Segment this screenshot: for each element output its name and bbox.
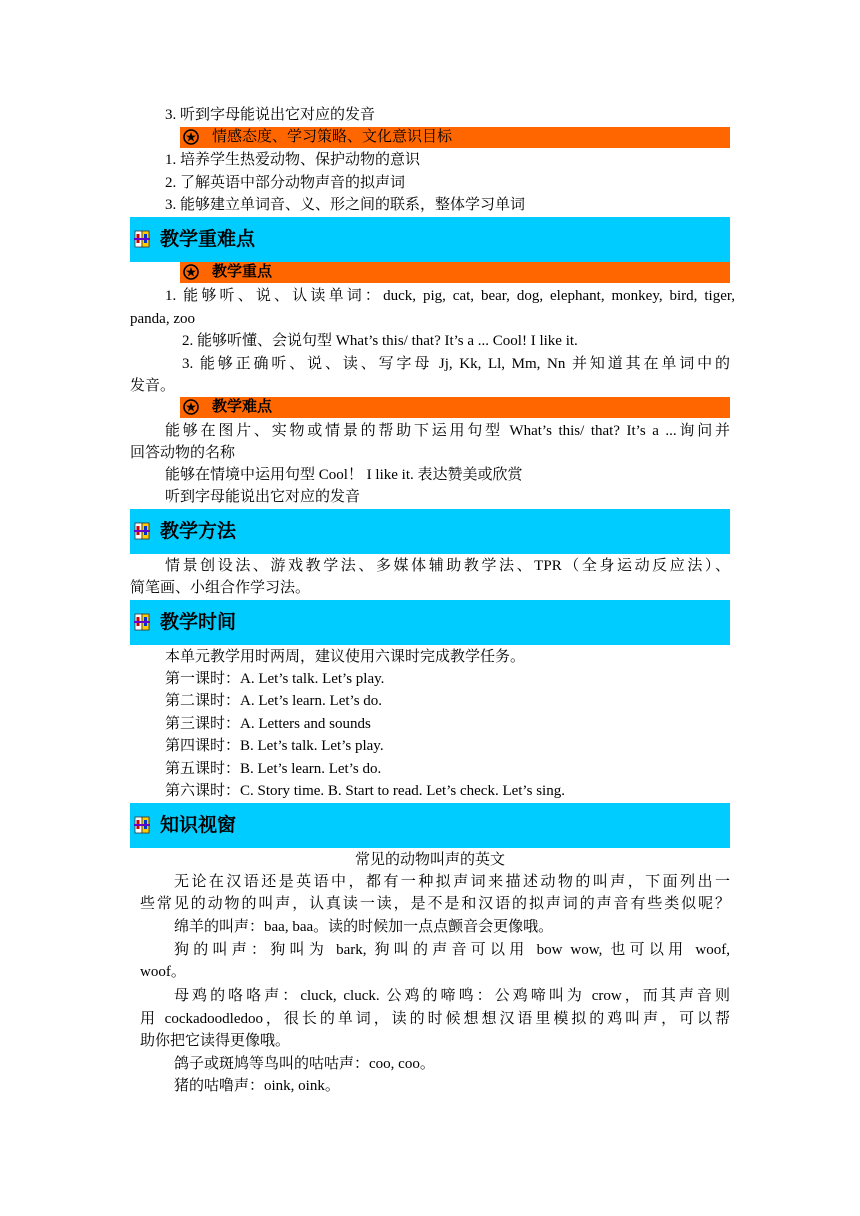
knowledge-p4-line-3: 助你把它读得更像哦。: [140, 1033, 291, 1049]
methods-heading-bar: [130, 509, 730, 554]
time-heading: 教学时间: [160, 611, 237, 633]
methods-line-2: 简笔画、小组合作学习法。: [130, 580, 311, 596]
lesson-4: 第四课时：B. Let’s talk. Let’s play.: [165, 738, 384, 754]
methods-line-1: 情景创设法、游戏教学法、多媒体辅助教学法、TPR（全身运动反应法）、: [165, 558, 730, 574]
focus-item-1-line-1: 1. 能够听、说、认读单词：duck, pig, cat, bear, dog, elephant, monkey, bird, tiger,: [165, 288, 735, 304]
key-points-heading-bar: [130, 217, 730, 262]
lesson-1: 第一课时：A. Let’s talk. Let’s play.: [165, 671, 385, 687]
book-flag-icon: [133, 522, 151, 540]
teaching-focus-bar: [180, 262, 730, 283]
knowledge-p6: 猪的咕噜声：oink, oink。: [174, 1078, 340, 1094]
knowledge-p4-line-1: 母鸡的咯咯声：cluck, cluck. 公鸡的啼鸣：公鸡啼叫为 crow，而其声音则: [174, 988, 730, 1004]
difficulty-line-1b: 回答动物的名称: [130, 445, 236, 461]
book-flag-icon: [133, 230, 151, 248]
lesson-6: 第六课时：C. Story time. B. Start to read. Let’s check. Let’s sing.: [165, 783, 565, 799]
knowledge-p2: 绵羊的叫声：baa, baa。读的时候加一点点颤音会更像哦。: [174, 919, 554, 935]
teaching-focus-title: 教学重点: [212, 264, 273, 280]
affective-goals-bar: [180, 127, 730, 148]
objective-item-3: 3. 听到字母能说出它对应的发音: [165, 107, 376, 123]
key-points-heading: 教学重难点: [160, 228, 256, 250]
focus-item-2: 2. 能够听懂、会说句型 What’s this/ that? It’s a ... Cool! I like it.: [182, 333, 578, 349]
lesson-2: 第二课时：A. Let’s learn. Let’s do.: [165, 693, 383, 709]
knowledge-p4-line-2: 用 cockadoodledoo，很长的单词，读的时候想想汉语里模拟的鸡叫声，可以帮: [140, 1011, 730, 1027]
affective-item-1: 1. 培养学生热爱动物、保护动物的意识: [165, 152, 421, 168]
star-circle-icon: [183, 264, 199, 280]
affective-goals-title: 情感态度、学习策略、文化意识目标: [212, 129, 453, 145]
star-circle-icon: [183, 129, 199, 145]
affective-item-3: 3. 能够建立单词音、义、形之间的联系，整体学习单词: [165, 197, 526, 213]
knowledge-p1-line-2: 些常见的动物的叫声，认真读一读，是不是和汉语的拟声词的声音有些类似呢？: [140, 896, 730, 912]
focus-item-1-line-2: panda, zoo: [130, 311, 195, 327]
knowledge-p3-line-2: woof。: [140, 964, 186, 980]
star-circle-icon: [183, 399, 199, 415]
knowledge-p3-line-1: 狗的叫声：狗叫为 bark, 狗叫的声音可以用 bow wow, 也可以用 woof,: [174, 942, 730, 958]
knowledge-p5: 鸽子或斑鸠等鸟叫的咕咕声：coo, coo。: [174, 1056, 435, 1072]
teaching-difficulty-bar: [180, 397, 730, 418]
difficulty-line-3: 听到字母能说出它对应的发音: [165, 489, 361, 505]
focus-item-3-line-1: 3. 能够正确听、说、读、写字母 Jj, Kk, Ll, Mm, Nn 并知道其在单词中的: [182, 356, 730, 372]
focus-item-3-line-2: 发音。: [130, 378, 176, 394]
book-flag-icon: [133, 816, 151, 834]
teaching-difficulty-title: 教学难点: [212, 399, 273, 415]
lesson-5: 第五课时：B. Let’s learn. Let’s do.: [165, 761, 382, 777]
knowledge-subtitle: 常见的动物叫声的英文: [354, 852, 505, 868]
book-flag-icon: [133, 613, 151, 631]
affective-item-2: 2. 了解英语中部分动物声音的拟声词: [165, 175, 406, 191]
difficulty-line-2: 能够在情境中运用句型 Cool！ I like it. 表达赞美或欣赏: [165, 467, 523, 483]
methods-heading: 教学方法: [160, 520, 237, 542]
time-intro: 本单元教学用时两周，建议使用六课时完成教学任务。: [165, 649, 526, 665]
knowledge-heading: 知识视窗: [160, 814, 237, 836]
knowledge-heading-bar: [130, 803, 730, 848]
time-heading-bar: [130, 600, 730, 645]
difficulty-line-1a: 能够在图片、实物或情景的帮助下运用句型 What’s this/ that? It’s a ...询问并: [165, 423, 730, 439]
lesson-3: 第三课时：A. Letters and sounds: [165, 716, 371, 732]
knowledge-p1-line-1: 无论在汉语还是英语中，都有一种拟声词来描述动物的叫声，下面列出一: [174, 874, 730, 890]
